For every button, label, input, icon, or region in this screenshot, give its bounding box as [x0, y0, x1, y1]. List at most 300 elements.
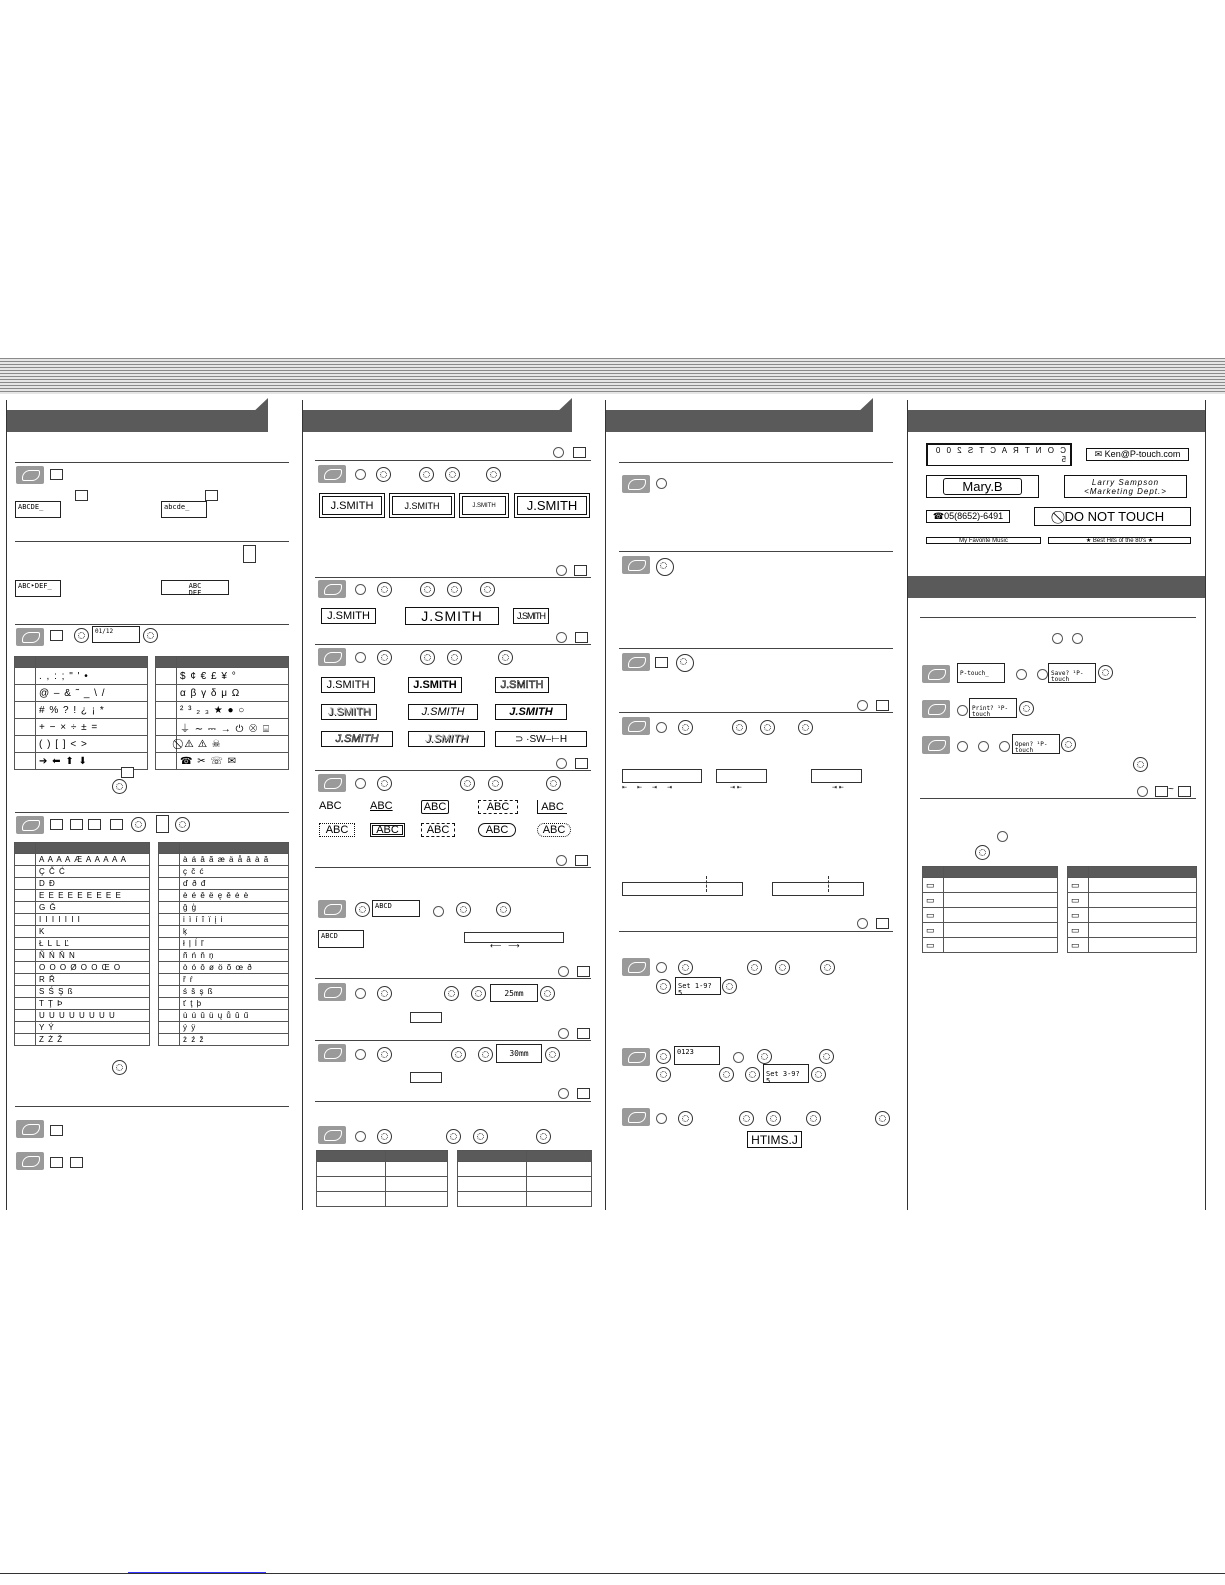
character-cell: E E E E E E E E E [36, 890, 150, 902]
template-icon: ▭ [923, 908, 944, 923]
character-cell: ( ) [ ] < > [36, 736, 148, 753]
width-sample: J.SMITH [513, 608, 549, 624]
book-icon [575, 632, 588, 643]
character-cell: S Ś Ş ß [36, 986, 150, 998]
enter-key-icon [243, 545, 256, 563]
table-row [15, 736, 148, 753]
style-sample-bold: J.SMITH [408, 677, 462, 693]
row-index-cell [159, 1034, 180, 1046]
frame-sample: ABC [537, 823, 571, 837]
hand-pointer-icon [16, 466, 44, 484]
ok-key-icon [722, 979, 737, 994]
frame-sample: ABC [421, 823, 455, 837]
character-cell: I I I I I I I [36, 914, 150, 926]
character-cell: ł ļ ĺ ľ [180, 938, 289, 950]
table-row [159, 986, 289, 998]
caps-key-icon [75, 490, 88, 501]
row-index-cell [159, 986, 180, 998]
row-index-cell [15, 866, 36, 878]
template-icon: ▭ [923, 893, 944, 908]
cursor-key-icon [420, 650, 435, 665]
cursor-key-icon [446, 1129, 461, 1144]
margin-table-right [457, 1150, 592, 1207]
accent-key-icon [88, 819, 101, 830]
cursor-key-icon [1052, 633, 1063, 644]
cursor-key-icon [999, 741, 1010, 752]
row-index-cell [15, 753, 36, 770]
cursor-key-icon [957, 705, 968, 716]
frame-sample: ABC [319, 823, 355, 837]
column-3-header [606, 410, 872, 432]
lcd-display: ABC‣DEF_ [15, 580, 61, 597]
character-cell: ř ŕ [180, 974, 289, 986]
row-index-cell [159, 998, 180, 1010]
cursor-key-icon [745, 1067, 760, 1082]
divider [15, 812, 289, 813]
divider [315, 867, 591, 868]
row-index-cell [159, 902, 180, 914]
row-index-cell [15, 878, 36, 890]
frame-sample: ABC [537, 800, 567, 814]
enter-key-icon [156, 815, 169, 833]
column-4-right-border [1205, 400, 1206, 1210]
ok-key-icon [540, 986, 555, 1001]
ok-key-icon [719, 1067, 734, 1082]
character-cell: ż ź ž [180, 1034, 289, 1046]
cursor-key-icon [656, 1049, 671, 1064]
row-index-cell [15, 974, 36, 986]
row-index-cell [15, 926, 36, 938]
cut-markers: ⇥ ⇤ [730, 785, 742, 791]
cursor-key-icon [376, 467, 391, 482]
cursor-key-icon [656, 979, 671, 994]
row-index-cell [156, 736, 177, 753]
row-index-cell [159, 878, 180, 890]
code-key-icon [857, 918, 868, 929]
ok-key-icon [819, 1049, 834, 1064]
table-row [159, 962, 289, 974]
hand-pointer-icon [16, 1120, 44, 1138]
character-cell: ç č ć [180, 866, 289, 878]
label-sample-music: My Favorite Music [926, 537, 1041, 544]
divider [315, 770, 591, 771]
book-icon [876, 918, 889, 929]
lcd-display: 25mm [490, 984, 538, 1002]
row-index-cell [159, 974, 180, 986]
table-row [15, 950, 150, 962]
accent-key-icon [110, 819, 123, 830]
code-key-icon [556, 758, 567, 769]
table-row [159, 998, 289, 1010]
code-key-icon [558, 1088, 569, 1099]
caps-key-icon [205, 490, 218, 501]
template-table-left [922, 866, 1058, 953]
ok-key-icon [760, 720, 775, 735]
ok-key-icon [478, 1047, 493, 1062]
character-cell: ➔ ⬅ ⬆ ⬇ [36, 753, 148, 770]
cut-markers: ⇥ ⇤ [832, 785, 844, 791]
ok-key-icon [811, 1067, 826, 1082]
frame-sample: ABC [478, 823, 516, 837]
table-row [15, 685, 148, 702]
character-cell: ď ð đ [180, 878, 289, 890]
table-row [15, 1022, 150, 1034]
table-row [159, 1034, 289, 1046]
ok-key-icon [546, 776, 561, 791]
label-sample-two-line [1064, 475, 1187, 498]
letter-key-icon [50, 819, 63, 830]
code-key-icon [355, 584, 366, 595]
template-icon: ▭ [923, 923, 944, 938]
table-row [156, 753, 289, 770]
hand-pointer-icon [16, 628, 44, 646]
chain-print-bar [622, 882, 743, 896]
hand-pointer-icon [622, 717, 650, 735]
cursor-key-icon [377, 986, 392, 1001]
character-cell: $ ¢ € £ ¥ ° [177, 668, 289, 685]
code-key-icon [355, 778, 366, 789]
ok-key-icon [143, 628, 158, 643]
label-sample-phone: ☎05(8652)-6491 [926, 510, 1010, 523]
ok-key-icon [112, 1060, 127, 1075]
hand-pointer-icon [318, 983, 346, 1001]
footer-link-underline[interactable] [128, 1572, 266, 1573]
character-cell: Y Ý [36, 1022, 150, 1034]
column-2-header [303, 410, 571, 432]
table-row [159, 938, 289, 950]
hand-pointer-icon [318, 465, 346, 483]
ok-key-icon [975, 845, 990, 860]
table-row [159, 1010, 289, 1022]
code-key-icon [997, 831, 1008, 842]
character-cell: ğ ģ [180, 902, 289, 914]
hand-pointer-icon [622, 556, 650, 574]
table-row [156, 719, 289, 736]
divider [315, 460, 591, 461]
cursor-key-icon [377, 776, 392, 791]
ok-key-icon [473, 1129, 488, 1144]
lcd-display: Set 1-9? 5 [675, 977, 721, 995]
character-cell: à á â ã æ ä å â à ă [180, 854, 289, 866]
divider [619, 931, 893, 932]
row-index-cell [15, 702, 36, 719]
row-index-cell [15, 914, 36, 926]
cursor-key-icon [747, 960, 762, 975]
label-sample-wide-frame [926, 443, 1072, 466]
column-4-header [908, 410, 1205, 432]
character-cell: @ – & ˜ _ \ / [36, 685, 148, 702]
character-cell: Ł L L Ľ [36, 938, 150, 950]
row-index-cell [15, 890, 36, 902]
chain-print-bar [772, 882, 864, 896]
ok-key-icon [536, 1129, 551, 1144]
lcd-display: Save? ¹P-touch [1048, 663, 1096, 683]
cut-line [828, 876, 829, 892]
symbol-key-icon [50, 630, 63, 641]
hand-pointer-icon [318, 900, 346, 918]
table-row [15, 1010, 150, 1022]
table-row [15, 719, 148, 736]
code-key-icon [656, 1113, 667, 1124]
book-icon [577, 1088, 590, 1099]
character-cell: α β γ δ μ Ω [177, 685, 289, 702]
ok-key-icon [447, 650, 462, 665]
lcd-display: 30mm [496, 1044, 542, 1063]
hand-pointer-icon [622, 1108, 650, 1126]
character-cell: T Ţ Þ [36, 998, 150, 1010]
cut-option-bar [811, 769, 862, 783]
cursor-key-icon [732, 720, 747, 735]
style-sample-shadow: J.SMITH [321, 704, 377, 720]
lcd-two-line [161, 580, 229, 595]
divider [315, 577, 591, 578]
ok-key-icon [70, 1157, 83, 1168]
divider [315, 978, 591, 979]
cursor-key-icon [957, 741, 968, 752]
lcd-display: P-touch_ [957, 663, 1005, 683]
accent-table-lower [158, 842, 289, 1046]
style-sample-vertical: ⊃ ·SW–⊢Η [495, 731, 587, 747]
row-index-cell [159, 866, 180, 878]
ok-key-icon [820, 960, 835, 975]
table-row [159, 914, 289, 926]
row-index-cell [15, 719, 36, 736]
row-index-cell [15, 1010, 36, 1022]
column-2-border [302, 400, 303, 1210]
lcd-display: Open? ¹P-touch [1012, 734, 1060, 754]
divider [315, 644, 591, 645]
cursor-key-icon [678, 960, 693, 975]
row-index-cell [156, 685, 177, 702]
arrow-indicator: ⟵ ⟶ [490, 941, 520, 950]
template-icon: ▭ [923, 938, 944, 953]
book-icon [1178, 786, 1191, 797]
label-sample-email: ✉ Ken@P-touch.com [1086, 448, 1189, 461]
character-cell: O O O Ø O O Œ O [36, 962, 150, 974]
caps-key-icon [50, 469, 63, 480]
table-row [159, 902, 289, 914]
character-cell: ☎ ✂ ☏ ✉ [177, 753, 289, 770]
table-row [15, 902, 150, 914]
cursor-key-icon [978, 741, 989, 752]
character-cell: Z Ż Ž [36, 1034, 150, 1046]
row-index-cell [159, 950, 180, 962]
row-index-cell [156, 668, 177, 685]
ok-key-icon [806, 1111, 821, 1126]
cursor-key-icon [419, 467, 434, 482]
enter-key-icon [410, 1012, 442, 1023]
label-text: C O N T R A C T S 2 0 0 5 [927, 444, 1071, 466]
character-cell: ² ³ ₂ ₃ ★ ● ○ [177, 702, 289, 719]
ok-key-icon [447, 582, 462, 597]
accent-table-upper [14, 842, 150, 1046]
cursor-key-icon [451, 1047, 466, 1062]
feed-key-icon [656, 478, 667, 489]
cursor-key-icon [355, 902, 370, 917]
cursor-key-icon [678, 720, 693, 735]
code-key-icon [355, 988, 366, 999]
style-sample-italic: J.SMITH [408, 704, 478, 720]
character-cell: ⏚ ∼ ⎓ → ⏻ ⊗ ⌸ [177, 719, 289, 736]
character-cell: Ç Č Ć [36, 866, 150, 878]
row-index-cell [159, 1022, 180, 1034]
divider [15, 541, 289, 542]
enter-key-icon [410, 1072, 442, 1083]
hand-pointer-icon [622, 958, 650, 976]
row-index-cell [15, 902, 36, 914]
code-key-icon [433, 906, 444, 917]
table-row [15, 998, 150, 1010]
hand-pointer-icon [318, 648, 346, 666]
row-index-cell [15, 1034, 36, 1046]
cut-option-bar [716, 769, 767, 783]
ok-key-icon [1061, 737, 1076, 752]
template-table-right [1067, 866, 1197, 953]
hand-pointer-icon [318, 1044, 346, 1062]
cut-option-bar [622, 769, 702, 783]
ok-key-icon [1098, 665, 1113, 680]
ok-key-icon [112, 779, 127, 794]
ok-key-icon [175, 817, 190, 832]
code-key-icon [355, 1049, 366, 1060]
row-index-cell [156, 702, 177, 719]
cut-markers: ⇤⇤⇥⇥ [622, 785, 683, 791]
mirror-sample: HTIMS.J [747, 1131, 802, 1148]
margin-table-left [316, 1150, 448, 1207]
character-cell: R Ř [36, 974, 150, 986]
cursor-key-icon [420, 582, 435, 597]
template-icon: ▭ [1068, 938, 1089, 953]
character-cell: # % ? ! ¿ ¡ * [36, 702, 148, 719]
cursor-key-icon [74, 628, 89, 643]
lcd-display: ABCDE_ [15, 501, 61, 518]
book-icon [577, 1028, 590, 1039]
row-index-cell [15, 962, 36, 974]
label-sample-name [926, 475, 1039, 498]
divider [920, 617, 1196, 618]
row-index-cell [15, 1022, 36, 1034]
row-index-cell [15, 736, 36, 753]
label-sample-hits: ★ Best Hits of the 80's ★ [1048, 537, 1191, 544]
label-line-2: <Marketing Dept.> [1084, 486, 1167, 496]
character-cell: i ì í î ï į i [180, 914, 289, 926]
lcd-line-1: ABC [188, 582, 202, 590]
cursor-key-icon [444, 986, 459, 1001]
row-index-cell [15, 938, 36, 950]
hand-pointer-icon [16, 816, 44, 834]
character-cell: ś š ş ß [180, 986, 289, 998]
column-3-border [605, 400, 606, 1210]
column-4-border [907, 400, 908, 1210]
lcd-display: 01/12 [92, 626, 140, 643]
template-icon: ▭ [923, 878, 944, 893]
row-index-cell [15, 998, 36, 1010]
style-sample-italic-shadow: J.SMITH [408, 731, 485, 747]
template-icon: ▭ [1068, 878, 1089, 893]
cursor-key-icon [377, 1129, 392, 1144]
column-1-header [7, 410, 267, 432]
template-icon: ▭ [1068, 923, 1089, 938]
header-stripe-band [0, 358, 1225, 394]
row-index-cell [159, 1010, 180, 1022]
ok-key-icon [471, 986, 486, 1001]
code-key-icon [355, 652, 366, 663]
row-index-cell [159, 854, 180, 866]
hand-pointer-icon [16, 1152, 44, 1170]
table-row [15, 866, 150, 878]
table-row [15, 986, 150, 998]
table-row [15, 854, 150, 866]
character-cell: ķ [180, 926, 289, 938]
print-key-icon [656, 558, 674, 576]
ok-key-icon [766, 1111, 781, 1126]
character-cell: . , : ; " ' • [36, 668, 148, 685]
frame-sample: ABC [421, 800, 449, 814]
ok-key-icon [488, 776, 503, 791]
ok-key-icon [498, 650, 513, 665]
print-key-icon [676, 654, 694, 672]
label-sample-do-not-touch: ⃠ DO NOT TOUCH [1034, 507, 1191, 526]
row-index-cell [15, 854, 36, 866]
column-4-header-2 [908, 576, 1205, 598]
divider [15, 624, 289, 625]
style-sample-outline: J.SMITH [495, 677, 549, 693]
row-index-cell [15, 986, 36, 998]
hand-pointer-icon [622, 653, 650, 671]
character-cell: ť ţ þ [180, 998, 289, 1010]
divider [619, 648, 893, 649]
frame-sample: ABC [370, 800, 393, 812]
table-row [15, 926, 150, 938]
divider [619, 712, 893, 713]
cursor-key-icon [131, 817, 146, 832]
row-index-cell [156, 719, 177, 736]
ok-key-icon [445, 467, 460, 482]
ok-key-icon [875, 1111, 890, 1126]
cut-line [706, 876, 707, 892]
table-row [156, 685, 289, 702]
ok-key-icon [1019, 701, 1034, 716]
character-cell: ý ÿ [180, 1022, 289, 1034]
cursor-key-icon [757, 1049, 772, 1064]
func-key-icon [655, 657, 668, 668]
symbol-table-left [14, 656, 148, 770]
divider [315, 1040, 591, 1041]
table-row [159, 950, 289, 962]
cursor-key-icon [377, 650, 392, 665]
ok-key-icon [798, 720, 813, 735]
table-row [156, 702, 289, 719]
clear-key-icon [50, 1125, 63, 1136]
hand-pointer-icon [318, 774, 346, 792]
frame-sample: ABC [478, 800, 518, 814]
code-key-icon [733, 1052, 744, 1063]
character-cell: A A A A Æ A A A A A [36, 854, 150, 866]
lcd-display: ABCD [372, 900, 420, 917]
table-row [159, 878, 289, 890]
table-row [156, 736, 289, 753]
ok-key-icon [480, 582, 495, 597]
lcd-display: Set 3-9? 5 [763, 1064, 809, 1083]
hand-pointer-icon [318, 1126, 346, 1144]
character-cell: D Đ [36, 878, 150, 890]
table-row [15, 914, 150, 926]
book-icon [577, 966, 590, 977]
ok-key-icon [545, 1047, 560, 1062]
hand-pointer-icon [922, 700, 950, 718]
code-key-icon [355, 1131, 366, 1142]
row-index-cell [15, 668, 36, 685]
